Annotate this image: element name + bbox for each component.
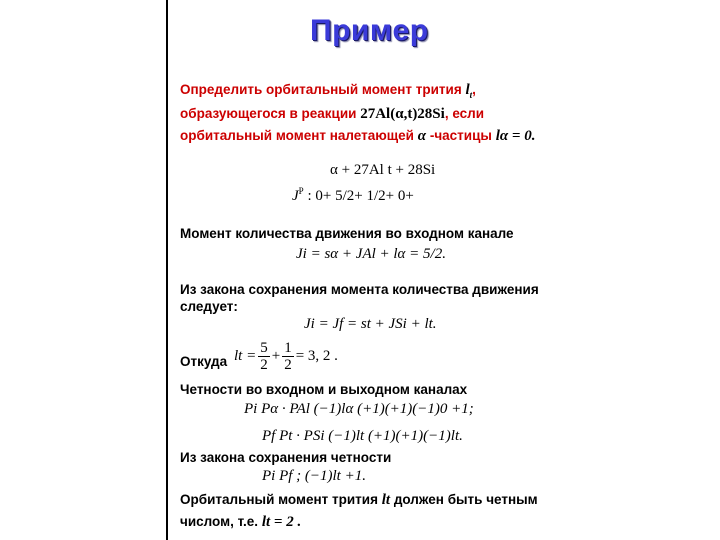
left-divider-line — [166, 0, 168, 540]
spin-label: J — [292, 188, 299, 204]
problem-reaction: 27Al(α,t)28Si — [360, 106, 445, 122]
spin-label-sup: P — [298, 186, 304, 196]
conclusion-line-1 — [180, 492, 538, 509]
conclusion-text-1-end: должен быть четным — [393, 492, 538, 507]
problem-line-2-text: образующегося в реакции — [180, 106, 357, 121]
conclusion-line-2 — [180, 514, 301, 531]
conclusion-text-1: Орбитальный момент трития — [180, 492, 378, 507]
conclusion-text-2: числом, т.е. — [180, 514, 259, 529]
alpha-symbol: α — [417, 128, 427, 144]
problem-line-2 — [180, 106, 484, 123]
problem-line-3-text2: -частицы — [429, 128, 492, 143]
input-channel-equation: Ji = sα + JAl + lα = 5/2. — [296, 246, 446, 262]
otkuda-frac1-num: 5 — [260, 340, 268, 356]
otkuda-fraction-1 — [258, 340, 270, 373]
problem-alpha-orbital-eq: lα = 0. — [495, 128, 536, 144]
otkuda-frac2-den: 2 — [284, 357, 292, 373]
parity-input-equation: Pi Pα · PAl (−1)lα (+1)(+1)(−1)0 +1; — [244, 401, 474, 417]
input-channel-title: Момент количества движения во входном канале — [180, 226, 514, 241]
conservation-title-2: следует: — [180, 299, 238, 314]
parity-conservation-title: Из закона сохранения четности — [180, 450, 392, 465]
conclusion-equation: lt = 2 . — [261, 514, 302, 530]
otkuda-equation — [234, 340, 338, 373]
problem-line-2-end: , если — [444, 106, 485, 121]
otkuda-frac1-den: 2 — [260, 357, 268, 373]
otkuda-result: = 3, 2 . — [295, 348, 338, 364]
problem-line-3 — [180, 128, 535, 145]
problem-line-1-end: , — [472, 82, 476, 97]
otkuda-frac2-num: 1 — [284, 340, 292, 356]
spin-values: : 0+ 5/2+ 1/2+ 0+ — [307, 188, 414, 204]
parity-conservation-equation: Pi Pf ; (−1)lt +1. — [262, 468, 366, 484]
problem-line-1-symbol: $l_t$ — [465, 82, 473, 100]
otkuda-fraction-2 — [282, 340, 294, 373]
otkuda-label: Откуда — [180, 354, 228, 369]
spin-parity-row — [292, 186, 414, 205]
reaction-equation: α + 27Al t + 28Si — [330, 162, 436, 178]
problem-line-1-text: Определить орбитальный момент трития — [180, 82, 462, 97]
problem-line-1 — [180, 82, 476, 100]
otkuda-lhs: lt = — [234, 348, 257, 364]
conservation-title-1: Из закона сохранения момента количества движения — [180, 282, 539, 297]
conservation-equation: Ji = Jf = st + JSi + lt. — [304, 316, 437, 332]
otkuda-plus: + — [271, 348, 281, 364]
parity-title: Четности во входном и выходном каналах — [180, 382, 468, 397]
page-title: Пример — [310, 14, 429, 47]
parity-output-equation: Pf Pt · PSi (−1)lt (+1)(+1)(−1)lt. — [262, 428, 463, 444]
conclusion-symbol: lt — [381, 492, 391, 508]
problem-line-3-text: орбитальный момент налетающей — [180, 128, 414, 143]
